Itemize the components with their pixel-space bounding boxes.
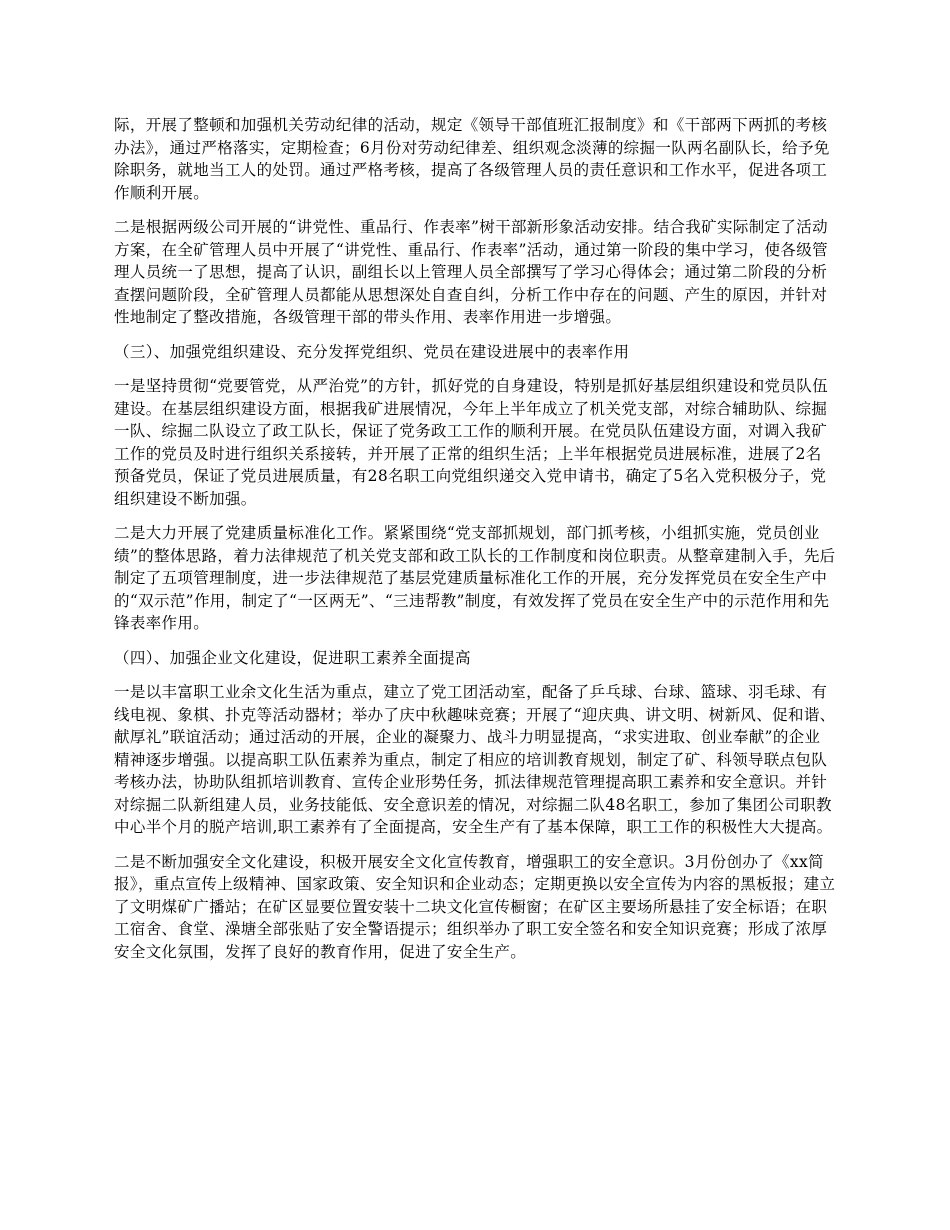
paragraph-party-standardization: 二是大力开展了党建质量标准化工作。紧紧围绕“党支部抓规划，部门抓考核，小组抓实施，党员创业绩”的整体思路，着力法律规范了机关党支部和政工队长的工作制度和岗位职责。从整章建制入手，先后制定了五项管理制度，进一步法律规范了基层党建质量标准化工作的开展，充分发挥党员在安全生产中的“双示范”作用，制定了“一区两无”、“三违帮教”制度，有效发挥了党员在安全生产中的示范作用和先锋表率作用。 (114, 524, 836, 632)
paragraph-party-organization: 一是坚持贯彻“党要管党，从严治党”的方针，抓好党的自身建设，特别是抓好基层组织建设和党员队伍建设。在基层组织建设方面，根据我矿进展情况，今年上半年成立了机关党支部，对综合辅助队、综掘一队、综掘二队设立了政工队长，保证了党务政工工作的顺利开展。在党员队伍建设方面，对调入我矿工作的党员及时进行组织关系接转，并开展了正常的组织生活；上半年根据党员进展标准，进展了2名预备党员，保证了党员进展质量，有28名职工向党组织递交入党申请书，确定了5名入党积极分子，党组织建设不断加强。 (114, 377, 828, 508)
paragraph-cultural-life: 一是以丰富职工业余文化生活为重点，建立了党工团活动室，配备了乒乓球、台球、篮球、羽毛球、有线电视、象棋、扑克等活动器材；举办了庆中秋趣味竞赛；开展了“迎庆典、讲文明、树新风、促和谐、献厚礼”联谊活动；通过活动的开展，企业的凝聚力、战斗力明显提高，“求实进取、创业奉献”的企业精神逐步增强。以提高职工队伍素养为重点，制定了相应的培训教育规划，制定了矿、科领导联点包队考核办法，协助队组抓培训教育、宣传企业形势任务，抓法律规范管理提高职工素养和安全意识。并针对综掘二队新组建人员，业务技能低、安全意识差的情况，对综掘二队48名职工，参加了集团公司职教中心半个月的脱产培训,职工素养有了全面提高，安全生产有了基本保障，职工工作的积极性大大提高。 (114, 683, 836, 836)
section-heading-party-building: （三）、加强党组织建设、充分发挥党组织、党员在建设进展中的表率作用 (114, 342, 630, 361)
paragraph-image-campaign: 二是根据两级公司开展的“讲党性、重品行、作表率”树干部新形象活动安排。结合我矿实际制定了活动方案，在全矿管理人员中开展了“讲党性、重品行、作表率”活动，通过第一阶段的集中学习，使各级管理人员统一了思想，提高了认识，副组长以上管理人员全部撰写了学习心得体会；通过第二阶段的分析查摆问题阶段，全矿管理人员都能从思想深处自查自纠，分析工作中存在的问题、产生的原因，并针对性地制定了整改措施，各级管理干部的带头作用、表率作用进一步增强。 (114, 218, 828, 326)
paragraph-safety-culture: 二是不断加强安全文化建设，积极开展安全文化宣传教育，增强职工的安全意识。3月份创办了《xx简报》，重点宣传上级精神、国家政策、安全知识和企业动态；定期更换以安全宣传为内容的黑板报；建立了文明煤矿广播站；在矿区显要位置安装十二块文化宣传橱窗；在矿区主要场所悬挂了安全标语；在职工宿舍、食堂、澡塘全部张贴了安全警语提示；组织举办了职工安全签名和安全知识竞赛；形成了浓厚安全文化氛围，发挥了良好的教育作用，促进了安全生产。 (114, 852, 836, 961)
document-page (114, 114, 836, 975)
section-heading-corporate-culture: （四）、加强企业文化建设，促进职工素养全面提高 (114, 648, 471, 667)
paragraph-continuation: 际，开展了整顿和加强机关劳动纪律的活动，规定《领导干部值班汇报制度》和《干部两下两抓的考核办法》，通过严格落实，定期检查；6月份对劳动纪律差、组织观念淡薄的综掘一队两名副队长，给予免除职务，就地当工人的处罚。通过严格考核，提高了各级管理人员的责任意识和工作水平，促进各项工作顺利开展。 (114, 116, 830, 202)
